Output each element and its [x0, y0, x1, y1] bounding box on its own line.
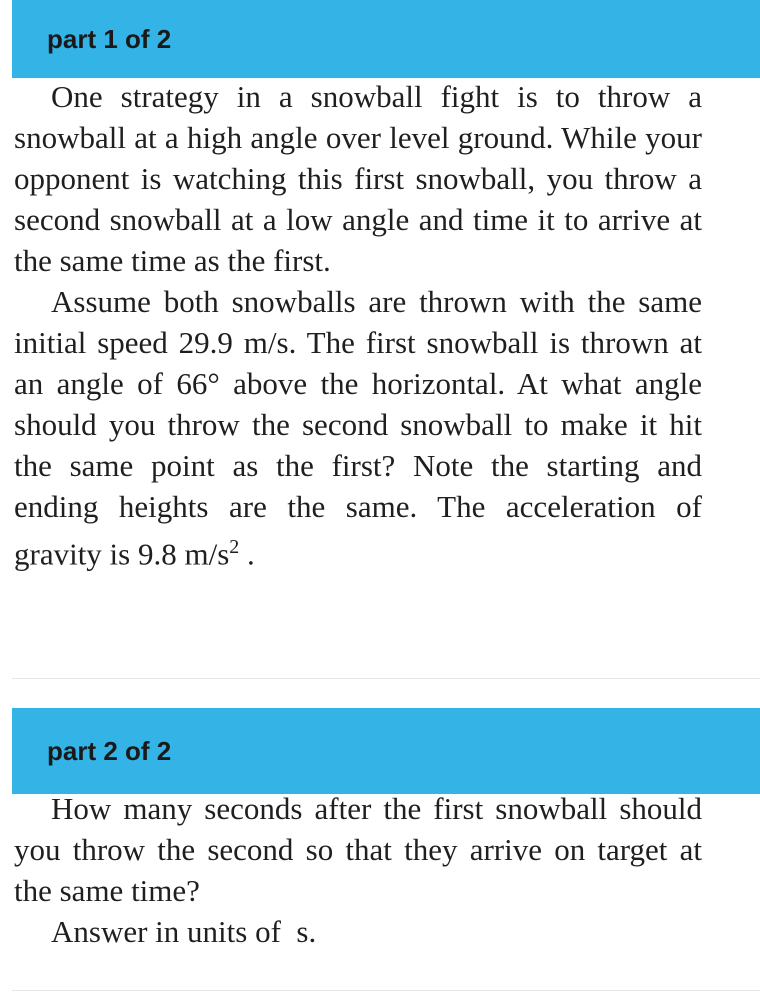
- part-2-paragraph-1: How many seconds after the first snowball should you throw the second so that they arrive on target at the same time?: [14, 791, 702, 908]
- part-1-paragraph-2: [14, 281, 702, 574]
- part-2-problem-text: [14, 788, 702, 952]
- section-divider: [12, 678, 760, 679]
- part-1-problem-text: [14, 76, 702, 574]
- part-1-paragraph-2-end: .: [239, 536, 255, 572]
- part-1-header-label: part 1 of 2: [47, 23, 172, 54]
- part-2-header: [12, 708, 760, 794]
- part-1-header: [12, 0, 760, 78]
- part-2-paragraph-2: Answer in units of s.: [51, 914, 317, 949]
- bottom-divider: [12, 990, 760, 991]
- part-1-paragraph-1: One strategy in a snowball fight is to throw a snowball at a high angle over level ground. While your opponent is watching this first snowball, you throw a second snowball at a low angle and time it to arrive at the same time as the first.: [14, 79, 702, 278]
- squared-exponent: 2: [229, 536, 240, 558]
- part-2-header-label: part 2 of 2: [47, 735, 172, 766]
- part-1-paragraph-2-text: Assume both snowballs are thrown with the same initial speed 29.9 m/s. The first snowball is thrown at an angle of 66° above the horizontal. At what angle should you throw the second snowball to make it hit the same point as the first? Note the starting and ending heights are the same. The acceleration of gravity is 9.8 m/s: [14, 284, 702, 572]
